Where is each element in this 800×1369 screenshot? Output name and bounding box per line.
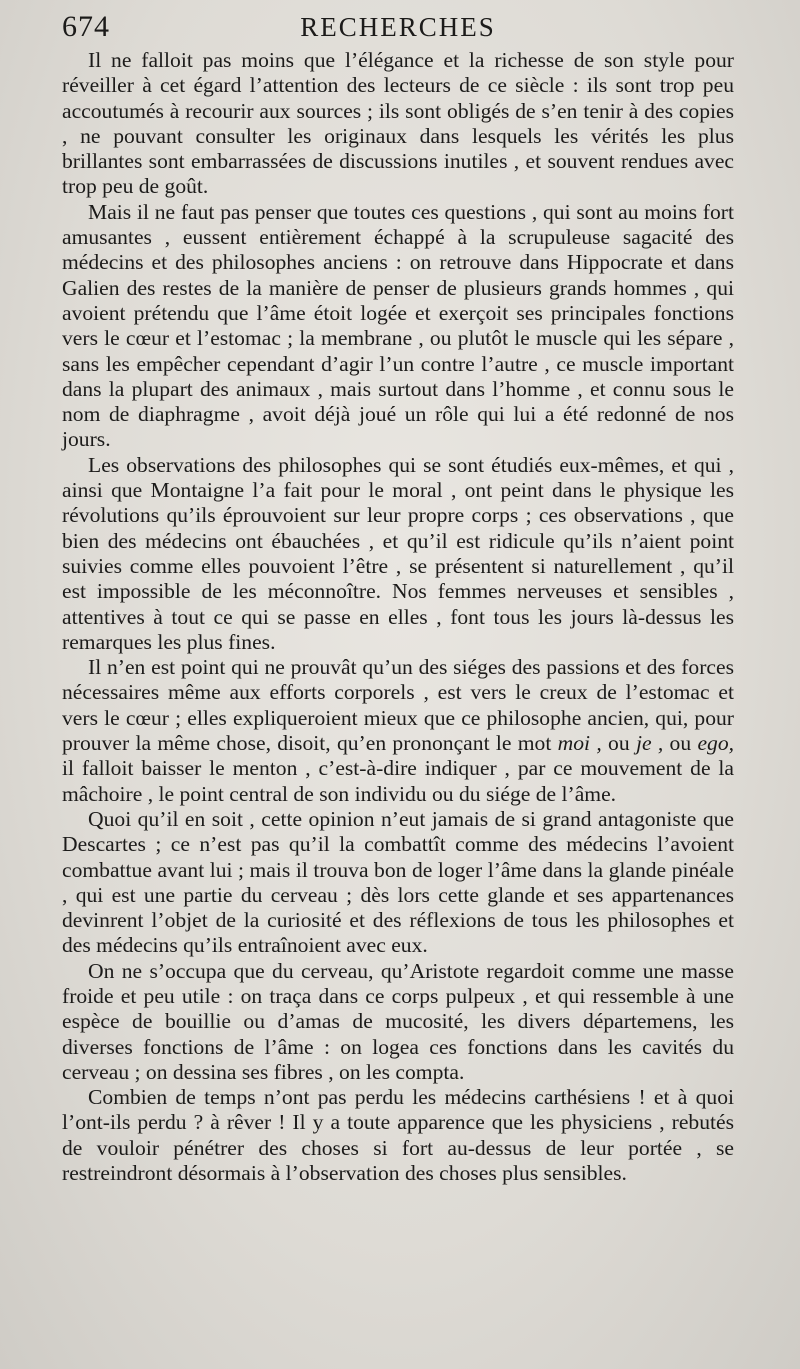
paragraph <box>62 655 734 807</box>
paragraph: Combien de temps n’ont pas perdu les médecins carthésiens ! et à quoi l’ont-ils perdu ? à rêver ! Il y a toute apparence que les physiciens , rebutés de vouloir pénétrer des choses si fort au-dessus de leur portée , se restreindront désormais à l’observation des choses plus sensibles. <box>62 1085 734 1186</box>
paragraph: Les observations des philosophes qui se sont étudiés eux-mêmes, et qui , ainsi que Montaigne l’a fait pour le moral , ont peint dans le physique les révolutions qu’ils éprouvoient sur leur propre corps ; ces observations , que bien des médecins ont ébauchées , et qu’il est ridicule qu’ils n’aient point suivies comme elles pouvoient l’être , se présentent si naturellement , qu’il est impossible de les méconnoître. Nos femmes nerveuses et sensibles , attentives à tout ce qui se passe en elles , font tous les jours là-dessus les remarques les plus fines. <box>62 452 734 654</box>
running-title: RECHERCHES <box>300 12 496 42</box>
running-head <box>62 6 734 48</box>
page-number: 674 <box>62 10 110 43</box>
paragraph: On ne s’occupa que du cerveau, qu’Aristote regardoit comme une masse froide et peu utile : on traça dans ce corps pulpeux , et qui ressemble à une espèce de bouillie ou d’amas de mucosité, les divers départemens, les diverses fonctions de l’âme : on logea ces fonctions dans les cavités du cerveau ; on dessina ses fibres , on les compta. <box>62 958 734 1084</box>
paragraph: Mais il ne faut pas penser que toutes ces questions , qui sont au moins fort amusantes , eussent entièrement échappé à la scrupuleuse sagacité des médecins et des philosophes anciens : on retrouve dans Hippocrate et dans Galien des restes de la manière de penser de plusieurs grands hommes , qui avoient prétendu que l’âme étoit logée et exerçoit ses principales fonctions vers le cœur et l’estomac ; la membrane , ou plutôt le muscle qui les sépare , sans les empêcher cependant d’agir l’un contre l’autre , ce muscle important dans la plupart des animaux , mais surtout dans l’homme , et connu sous le nom de diaphragme , avoit déjà joué un rôle qui lui a été redonné de nos jours. <box>62 199 734 452</box>
italic-word: je , <box>635 731 664 756</box>
text-run: il falloit baisser le menton , c’est-à-dire indiquer , par ce mouvement de la mâchoire , le point central de son individu ou du siége de l’âme. <box>62 756 734 806</box>
text-run: Il n’en est point qui ne prouvât qu’un des siéges des passions et des forces nécessaires même aux efforts corporels , est vers le creux de l’estomac et vers le cœur ; elles expliqueroient mieux que ce philosophe ancien, qui, pour prouver la même chose, disoit, qu’en prononçant le mot <box>62 655 734 756</box>
text-run: ou <box>601 731 636 756</box>
paragraph: Il ne falloit pas moins que l’élégance et la richesse de son style pour réveiller à cet égard l’attention des lecteurs de ce siècle : ils sont trop peu accoutumés à recourir aux sources ; ils sont obligés de s’en tenir à des copies , ne pouvant consulter les originaux dans lesquels les vérités les plus brillantes sont embarrassées de discussions inutiles , et souvent rendues avec trop peu de goût. <box>62 48 734 199</box>
paragraph: Quoi qu’il en soit , cette opinion n’eut jamais de si grand antagoniste que Descartes ; ce n’est pas qu’il la combattît comme des médecins l’avoient combattue avant lui ; mais il trouva bon de loger l’âme dans la glande pinéale , qui est une partie du cerveau ; dès lors cette glande et ses appartenances devinrent l’objet de la curiosité et des réflexions de tous les philosophes et des médecins qu’ils entraînoient avec eux. <box>62 806 734 958</box>
text-run: ou <box>663 731 698 756</box>
italic-word: moi , <box>557 731 602 756</box>
italic-word: ego, <box>697 731 735 756</box>
body-text <box>62 48 734 1186</box>
